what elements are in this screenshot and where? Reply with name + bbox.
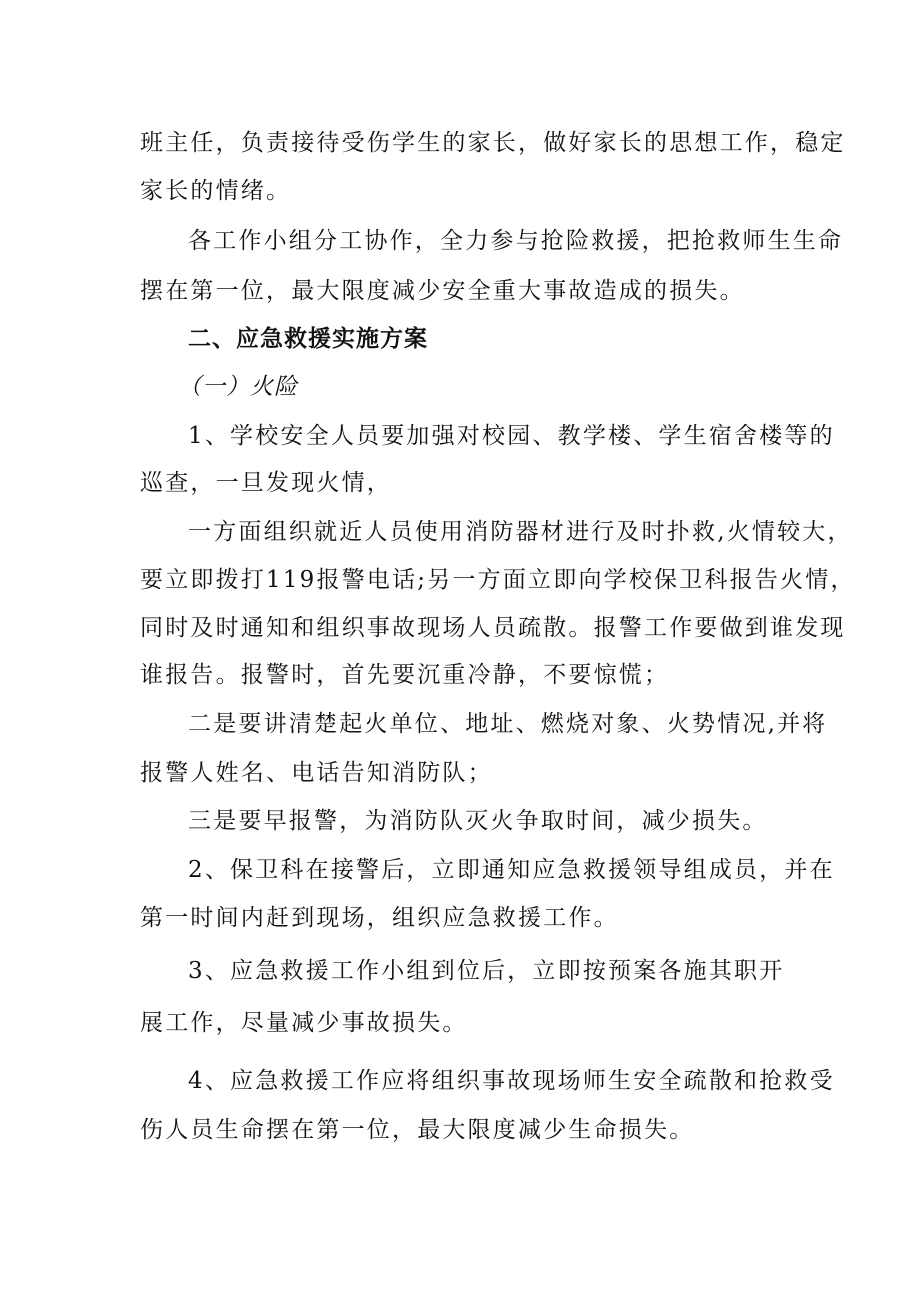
item-line: 3、应急救援工作小组到位后，立即按预案各施其职开 — [188, 958, 785, 984]
paragraph-line: 各工作小组分工协作，全力参与抢险救援，把抢救师生生命 — [188, 228, 844, 254]
item-line: 展工作，尽量减少事故损失。 — [140, 1010, 468, 1036]
item-line: 要立即拨打119报警电话;另一方面立即向学校保卫科报告火情， — [140, 567, 856, 593]
item-line: 巡查，一旦发现火情， — [140, 470, 392, 496]
paragraph-line: 摆在第一位，最大限度减少安全重大事故造成的损失。 — [140, 278, 745, 304]
paragraph-line: 家长的情绪。 — [140, 178, 292, 204]
item-line: 二是要讲清楚起火单位、地址、燃烧对象、火势情况,并将 — [188, 711, 828, 737]
paragraph-line: 班主任，负责接待受伤学生的家长，做好家长的思想工作，稳定 — [140, 130, 846, 156]
item-line: 伤人员生命摆在第一位，最大限度减少生命损失。 — [140, 1117, 695, 1143]
item-line: 一方面组织就近人员使用消防器材进行及时扑救,火情较大， — [188, 519, 853, 545]
section-heading: 二、应急救援实施方案 — [188, 326, 428, 352]
item-line: 1、学校安全人员要加强对校园、教学楼、学生宿舍楼等的 — [188, 423, 835, 449]
subsection-heading: （一）火险 — [178, 374, 298, 400]
item-line: 4、应急救援工作应将组织事故现场师生安全疏散和抢救受 — [188, 1068, 835, 1094]
item-line: 第一时间内赶到现场，组织应急救援工作。 — [140, 905, 619, 931]
item-line: 谁报告。报警时，首先要沉重冷静，不要惊慌； — [140, 662, 670, 688]
item-line: 三是要早报警，为消防队灭火争取时间，减少损失。 — [188, 808, 768, 834]
item-line: 报警人姓名、电话告知消防队； — [140, 760, 493, 786]
item-line: 同时及时通知和组织事故现场人员疏散。报警工作要做到谁发现 — [140, 615, 846, 641]
item-line: 2、保卫科在接警后，立即通知应急救援领导组成员，并在 — [188, 857, 835, 883]
